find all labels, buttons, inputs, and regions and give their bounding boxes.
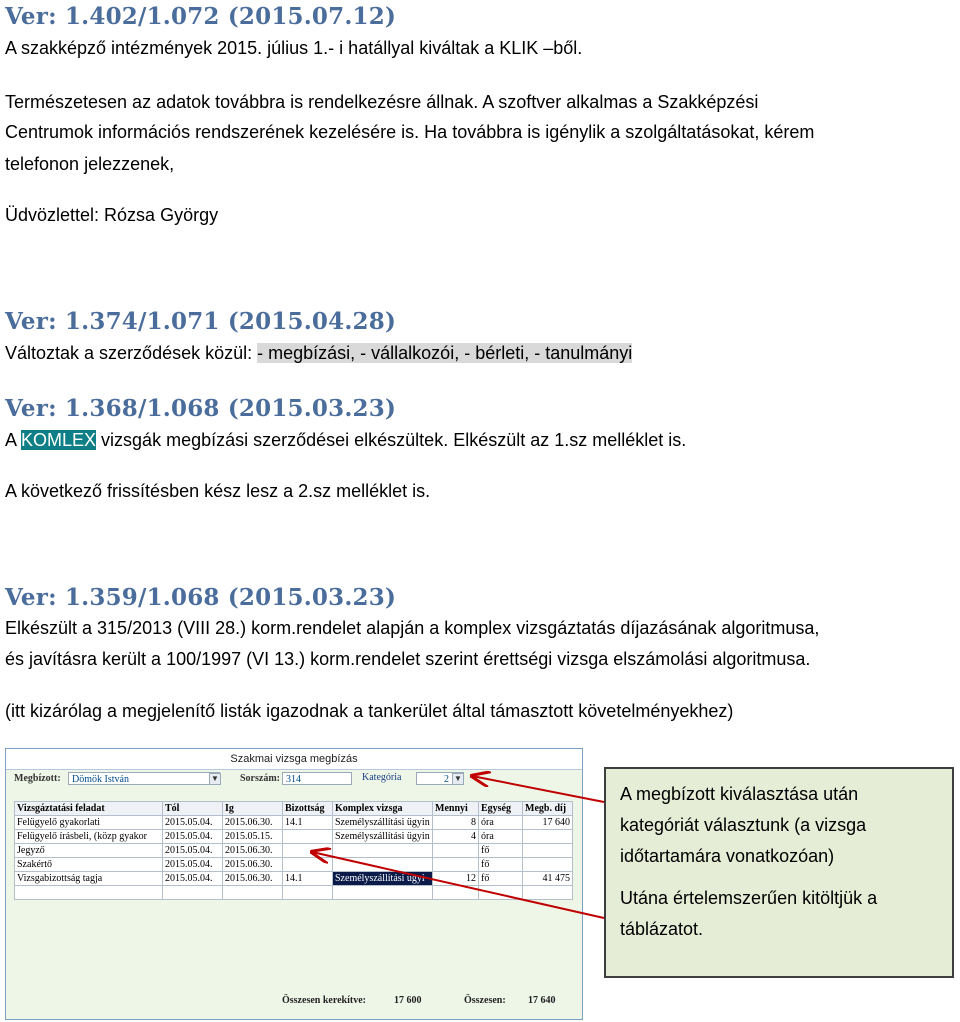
total-rounded-label: Összesen kerekítve: bbox=[282, 995, 366, 1006]
column-header[interactable]: Bizottság bbox=[283, 802, 333, 816]
column-header[interactable]: Tól bbox=[163, 802, 223, 816]
contracts-list-highlight: - megbízási, - vállalkozói, - bérleti, - tanulmányi bbox=[257, 343, 633, 363]
callout-text-1: A megbízott kiválasztása után kategóriát választunk (a vizsga időtartamára vonatkozóan) bbox=[620, 784, 867, 866]
megbizott-label: Megbízott: bbox=[14, 773, 61, 784]
table-cell[interactable]: 2015.06.30. bbox=[223, 858, 283, 872]
body-text-line: Elkészült a 315/2013 (VIII 28.) korm.rendelet alapján a komplex vizsgáztatás díjazásának algoritmusa, bbox=[5, 618, 820, 638]
table-cell[interactable]: 2015.06.30. bbox=[223, 816, 283, 830]
column-header[interactable]: Ig bbox=[223, 802, 283, 816]
body-text-line: A következő frissítésben kész lesz a 2.sz melléklet is. bbox=[5, 481, 431, 501]
table-cell[interactable]: 2015.05.15. bbox=[223, 830, 283, 844]
body-text-line: és javításra került a 100/1997 (VI 13.) korm.rendelet szerint érettségi vizsga elszámolási algoritmusa. bbox=[5, 649, 811, 669]
table-cell[interactable]: 8 bbox=[433, 816, 479, 830]
table-cell[interactable]: 2015.05.04. bbox=[163, 872, 223, 886]
signature-line: Üdvözlettel: Rózsa György bbox=[5, 205, 219, 225]
body-text-line: A szakképző intézmények 2015. július 1.- i hatállyal kiváltak a KLIK –ből. bbox=[5, 38, 583, 58]
table-cell[interactable]: 4 bbox=[433, 830, 479, 844]
table-cell[interactable]: Vizsgabizottság tagja bbox=[15, 872, 163, 886]
column-header[interactable]: Vizsgáztatási feladat bbox=[15, 802, 163, 816]
callout-text-2: Utána értelemszerűen kitöltjük a táblázatot. bbox=[620, 888, 878, 939]
column-header[interactable]: Megb. díj bbox=[523, 802, 573, 816]
table-cell[interactable]: fő bbox=[479, 872, 523, 886]
column-header[interactable]: Egység bbox=[479, 802, 523, 816]
table-cell[interactable]: Személyszállítási ügyin bbox=[333, 816, 433, 830]
table-cell[interactable]: 41 475 bbox=[523, 872, 573, 886]
table-cell[interactable]: Szakértő bbox=[15, 858, 163, 872]
table-cell[interactable]: óra bbox=[479, 830, 523, 844]
table-cell[interactable]: 2015.06.30. bbox=[223, 872, 283, 886]
table-cell[interactable]: 2015.05.04. bbox=[163, 816, 223, 830]
total-label: Összesen: bbox=[464, 995, 506, 1006]
table-cell[interactable]: Felügyelő gyakorlati bbox=[15, 816, 163, 830]
table-cell[interactable]: 14.1 bbox=[283, 872, 333, 886]
table-cell[interactable]: 2015.05.04. bbox=[163, 844, 223, 858]
kategoria-field[interactable]: 2 bbox=[416, 772, 464, 785]
komlex-highlight: KOMLEX bbox=[21, 430, 97, 450]
table-cell[interactable]: 2015.05.04. bbox=[163, 830, 223, 844]
body-text-line: telefonon jelezzenek, bbox=[5, 154, 175, 174]
table-cell[interactable]: 2015.06.30. bbox=[223, 844, 283, 858]
table-cell[interactable]: Jegyző bbox=[15, 844, 163, 858]
total-value: 17 640 bbox=[528, 995, 556, 1006]
komlex-line-prefix: A bbox=[5, 430, 22, 450]
window-title: Szakmai vizsga megbízás bbox=[6, 749, 582, 770]
body-text-line: Természetesen az adatok továbbra is rendelkezésre állnak. A szoftver alkalmas a Szakképzési bbox=[5, 92, 759, 112]
komlex-line-suffix: vizsgák megbízási szerződései elkészültek. Elkészült az 1.sz melléklet is. bbox=[96, 430, 687, 450]
version-heading-1368: Ver: 1.368/1.068 (2015.03.23) bbox=[5, 395, 397, 422]
table-cell[interactable]: 2015.05.04. bbox=[163, 858, 223, 872]
table-cell[interactable]: óra bbox=[479, 816, 523, 830]
table-cell[interactable]: 17 640 bbox=[523, 816, 573, 830]
table-cell-selected[interactable]: Személyszállítási ügyi bbox=[333, 872, 433, 886]
version-heading-1374: Ver: 1.374/1.071 (2015.04.28) bbox=[5, 308, 397, 335]
contracts-line-prefix: Változtak a szerződések közül: bbox=[5, 343, 258, 363]
arrow-to-table bbox=[312, 852, 604, 918]
version-heading-1359: Ver: 1.359/1.068 (2015.03.23) bbox=[5, 584, 397, 611]
body-text-line: Centrumok információs rendszerének kezelésére is. Ha továbbra is igénylik a szolgáltatásokat, kérem bbox=[5, 122, 815, 142]
chevron-down-icon[interactable]: ▼ bbox=[209, 773, 221, 785]
table-cell[interactable]: Felügyelő írásbeli, (közp gyakor bbox=[15, 830, 163, 844]
version-heading-1402: Ver: 1.402/1.072 (2015.07.12) bbox=[5, 3, 397, 30]
table-cell[interactable]: fő bbox=[479, 844, 523, 858]
sorszam-field[interactable]: 314 bbox=[282, 772, 352, 785]
body-text-line: (itt kizárólag a megjelenítő listák igazodnak a tankerület által támasztott követelményekhez) bbox=[5, 701, 734, 721]
table-cell[interactable]: Személyszállítási ügyin bbox=[333, 830, 433, 844]
total-rounded-value: 17 600 bbox=[394, 995, 422, 1006]
megbizott-field[interactable]: Dömök István bbox=[68, 772, 220, 785]
column-header[interactable]: Komplex vizsga bbox=[333, 802, 433, 816]
arrow-to-category-field bbox=[472, 776, 604, 802]
column-header[interactable]: Mennyi bbox=[433, 802, 479, 816]
table-cell[interactable]: fő bbox=[479, 858, 523, 872]
sorszam-label: Sorszám: bbox=[240, 773, 280, 784]
kategoria-label: Kategória bbox=[362, 772, 402, 783]
table-cell[interactable]: 12 bbox=[433, 872, 479, 886]
chevron-down-icon[interactable]: ▼ bbox=[452, 773, 464, 785]
table-cell[interactable]: 14.1 bbox=[283, 816, 333, 830]
